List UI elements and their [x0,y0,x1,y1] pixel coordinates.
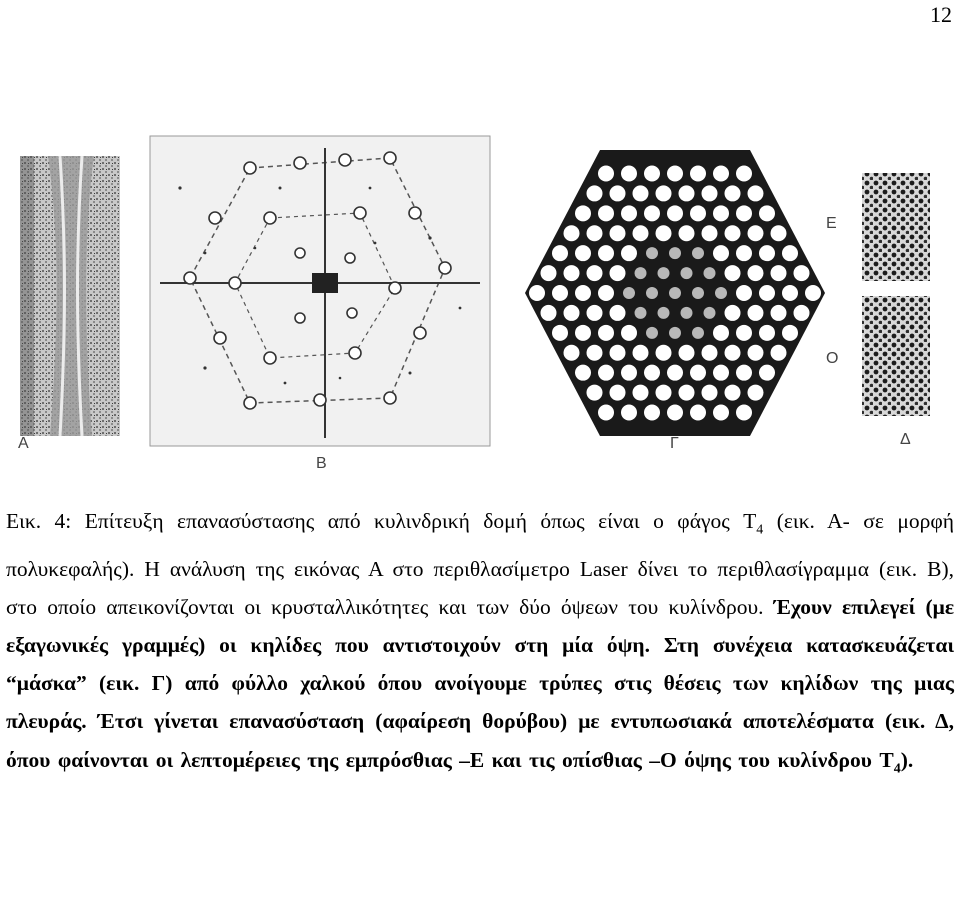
mask-hole [667,165,683,181]
mask-hole [633,225,649,241]
caption-text-part3: Έχουν επιλεγεί (με εξαγωνικές γραμμές) οι κηλίδες που αντιστοιχούν στη μία όψη. Στη συνέχεια κατασκευάζεται “μάσκα” (εικ. Γ) από φύλλο χαλκού όπου ανοίγουμε τρύπες στις θέσεις των κηλίδων της μιας πλευράς. Έτσι γίνεται επανασύσταση (αφαίρεση θορύβου) με εντυπωσιακά αποτελέσματα (εικ. Δ, όπου φαίνονται οι λεπτομέρειες της εμπρόσθιας –Ε και τις οπίσθιας –Ο όψης του κυλίνδρου T [6,594,955,772]
mask-hole [552,325,568,341]
mask-hole [575,205,591,221]
mask-hole [667,205,683,221]
mask-hole [564,265,580,281]
mask-hole [713,165,729,181]
mask-hole [805,285,821,301]
mask-hole [679,385,695,401]
mask-hole [656,345,672,361]
mask-hole [658,267,670,279]
mask-hole [736,365,752,381]
mask-hole [667,405,683,421]
mask-hole [610,225,626,241]
mask-hole [690,205,706,221]
mask-hole [587,185,603,201]
mask-hole [681,307,693,319]
mask-hole [736,285,752,301]
mask-hole [621,325,637,341]
mask-hole [644,365,660,381]
mask-hole [692,247,704,259]
mask-hole [575,365,591,381]
label-b: Β [316,455,327,472]
mask-hole [702,225,718,241]
mask-hole [702,185,718,201]
mask-hole [575,325,591,341]
mask-hole [610,185,626,201]
mask-hole [529,285,545,301]
mask-hole [646,287,658,299]
mask-hole [736,245,752,261]
mask-hole [656,185,672,201]
mask-hole [748,225,764,241]
mask-hole [702,345,718,361]
label-d: Δ [900,431,911,448]
panel-a-polyhead [18,156,120,452]
mask-hole [610,265,626,281]
mask-hole [658,307,670,319]
mask-hole [725,345,741,361]
mask-hole [610,345,626,361]
mask-hole [587,265,603,281]
mask-hole [621,205,637,221]
mask-hole [621,405,637,421]
mask-hole [713,405,729,421]
mask-hole [598,205,614,221]
mask-hole [771,305,787,321]
mask-hole [679,225,695,241]
mask-hole [782,325,798,341]
mask-hole [736,405,752,421]
mask-hole [736,325,752,341]
mask-hole [702,385,718,401]
mask-hole [748,345,764,361]
caption-text-part1: Εικ. 4: Επίτευξη επανασύστασης από κυλινδρική δομή όπως είναι ο φάγος T [6,509,757,533]
panel-b-diffraction-pattern [150,136,490,472]
mask-hole [646,247,658,259]
mask-hole [621,165,637,181]
mask-hole [759,325,775,341]
mask-hole [725,305,741,321]
mask-hole [692,287,704,299]
mask-hole [621,365,637,381]
mask-hole [610,305,626,321]
mask-hole [541,305,557,321]
label-a: Α [18,435,29,452]
mask-hole [725,225,741,241]
mask-hole [759,205,775,221]
mask-hole [748,385,764,401]
mask-hole [552,285,568,301]
mask-hole [541,265,557,281]
mask-hole [656,385,672,401]
mask-hole [587,305,603,321]
mask-hole [725,185,741,201]
mask-hole [610,385,626,401]
figure-4 [0,108,960,480]
mask-hole [782,285,798,301]
mask-hole [690,365,706,381]
figure-illustration [0,108,960,480]
mask-hole [644,405,660,421]
caption-subscript-1: 4 [756,522,764,538]
page-number: 12 [930,2,952,27]
mask-hole [679,345,695,361]
mask-hole [704,307,716,319]
mask-hole [587,345,603,361]
mask-hole [669,287,681,299]
mask-hole [736,165,752,181]
caption-subscript-2: 4 [893,760,901,776]
panel-d-reconstruction [826,173,930,448]
mask-hole [771,265,787,281]
mask-hole [633,345,649,361]
mask-hole [646,327,658,339]
mask-hole [713,325,729,341]
mask-hole [759,285,775,301]
mask-hole [771,225,787,241]
mask-hole [794,265,810,281]
mask-hole [669,247,681,259]
mask-hole [692,327,704,339]
mask-hole [633,185,649,201]
mask-hole [794,305,810,321]
panel-g-mask [525,150,825,452]
mask-hole [713,365,729,381]
mask-hole [635,307,647,319]
mask-hole [587,385,603,401]
mask-hole [679,185,695,201]
mask-hole [598,245,614,261]
mask-hole [681,267,693,279]
mask-hole [644,205,660,221]
mask-hole [782,245,798,261]
caption-text-part2: (εικ. Α- σε μορφή πολυκεφαλής). Η ανάλυση της εικόνας Α στο περιθλασίμετρο Laser δίνει το περιθλασίγραμμα (εικ. Β), στο οποίο απεικονίζονται οι κρυσταλλικότητες και των δύο όψεων του κυλίνδρου. [6,509,954,619]
mask-hole [669,327,681,339]
label-o: Ο [826,350,839,367]
mask-hole [575,285,591,301]
mask-hole [748,185,764,201]
mask-hole [736,205,752,221]
mask-hole [715,287,727,299]
label-g: Γ [670,435,679,452]
mask-hole [564,225,580,241]
mask-hole [621,245,637,261]
caption-text-part4: ). [900,747,914,772]
mask-hole [725,385,741,401]
mask-hole [748,265,764,281]
mask-hole [633,385,649,401]
mask-hole [635,267,647,279]
mask-hole [598,165,614,181]
mask-hole [623,287,635,299]
mask-hole [644,165,660,181]
mask-hole [704,267,716,279]
mask-hole [598,405,614,421]
mask-hole [690,405,706,421]
mask-hole [759,245,775,261]
mask-hole [656,225,672,241]
mask-hole [598,285,614,301]
figure-caption [6,502,954,788]
mask-hole [713,245,729,261]
mask-hole [759,365,775,381]
mask-hole [564,345,580,361]
mask-hole [552,245,568,261]
mask-hole [748,305,764,321]
mask-hole [690,165,706,181]
mask-hole [587,225,603,241]
mask-hole [598,365,614,381]
mask-hole [771,345,787,361]
mask-hole [598,325,614,341]
mask-hole [725,265,741,281]
mask-hole [667,365,683,381]
mask-hole [564,305,580,321]
label-e: Ε [826,215,837,232]
mask-hole [713,205,729,221]
mask-hole [575,245,591,261]
